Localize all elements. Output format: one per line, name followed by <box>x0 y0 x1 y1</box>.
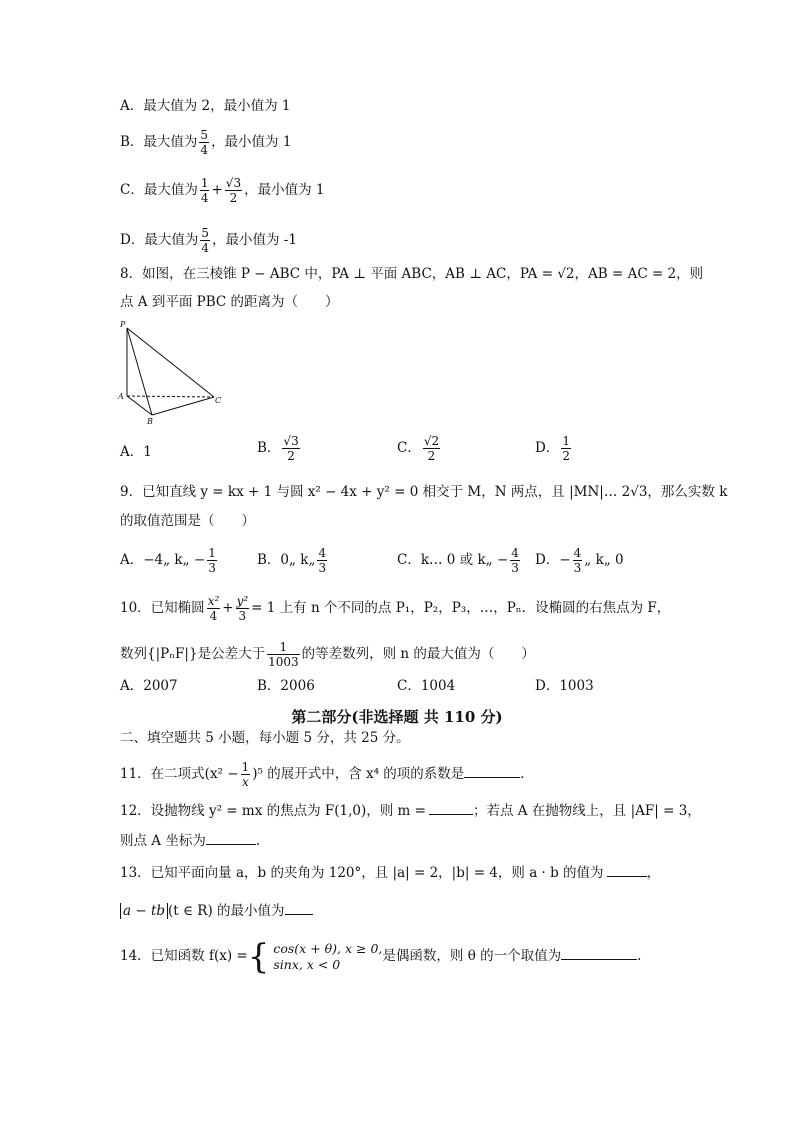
fraction <box>573 546 583 575</box>
denominator: 3 <box>238 609 247 623</box>
stem-text: 则点 A 坐标为 <box>120 833 206 849</box>
edge-pc <box>127 328 214 397</box>
fraction <box>225 176 242 205</box>
stem-text: 的等差数列，则 n 的最大值为（ ） <box>301 646 535 662</box>
label-b: B <box>147 417 153 426</box>
numerator: 1 <box>241 760 250 774</box>
q8-option-a: A．1 <box>120 444 152 460</box>
option-text: C．最大值为 <box>120 182 198 198</box>
numerator: 4 <box>318 546 327 560</box>
q10-stem-line1 <box>120 594 670 623</box>
q9-option-c <box>397 546 522 575</box>
q7-option-b <box>120 128 291 157</box>
option-text: A．−4„ k„ − <box>120 552 206 568</box>
q12-stem-line1 <box>120 800 701 821</box>
option-text: ，最小值为 1 <box>211 134 292 150</box>
stem-text: . <box>637 948 642 964</box>
q11-stem <box>120 760 534 789</box>
section-title: 第二部分(非选择题 共 110 分) <box>291 708 503 726</box>
q13-stem-line2 <box>120 900 313 921</box>
numerator: 5 <box>200 128 209 142</box>
answer-blank[interactable] <box>607 862 647 877</box>
fraction <box>510 546 520 575</box>
numerator: 5 <box>201 226 209 240</box>
edge-pb <box>127 328 152 415</box>
plus-sign: + <box>222 600 234 616</box>
denominator: 3 <box>318 561 327 575</box>
section-intro: 二、填空题共 5 小题，每小题 5 分，共 25 分。 <box>120 730 410 746</box>
stem-text: = 1 上有 n 个不同的点 P₁，P₂，P₃，…，Pₙ．设椭圆的右焦点为 F， <box>251 600 671 616</box>
numerator: √3 <box>225 176 242 190</box>
fraction <box>317 546 327 575</box>
q7-option-a <box>120 96 291 116</box>
piecewise-cases <box>273 941 382 973</box>
option-text: A．最大值为 2，最小值为 1 <box>120 98 291 114</box>
numerator: 4 <box>573 546 582 560</box>
stem-text: 数列{|PₙF|}是公差大于 <box>120 646 266 662</box>
denominator: 4 <box>201 241 209 255</box>
option-text: „ k„ 0 <box>584 552 624 568</box>
q7-option-c <box>120 176 324 205</box>
tetrahedron-figure <box>114 318 224 426</box>
numerator: y² <box>236 594 249 608</box>
option-text: B． <box>257 440 281 456</box>
denominator: x <box>242 775 249 789</box>
q8-stem-line1: 8．如图，在三棱锥 P − ABC 中，PA ⊥ 平面 ABC，AB ⊥ AC，PA = √2，AB = AC = 2，则 <box>120 266 704 282</box>
fraction <box>207 546 217 575</box>
numerator: 1 <box>562 434 570 448</box>
q8-option-c <box>397 434 442 463</box>
stem-text: 11．在二项式(x² − <box>120 766 239 782</box>
stem-text: 13．已知平面向量 a，b 的夹角为 120°，且 |a| = 2，|b| = 4，则 a · b 的值为 <box>120 865 604 881</box>
q10-stem-line2 <box>120 640 535 669</box>
case-1: cos(x + θ), x ≥ 0, <box>273 940 383 956</box>
label-a: A <box>118 392 124 401</box>
answer-blank[interactable] <box>206 830 256 845</box>
denominator: 2 <box>229 191 238 205</box>
q12-stem-line2 <box>120 830 260 851</box>
stem-text: 10．已知椭圆 <box>120 600 205 616</box>
q8-option-b <box>257 434 302 463</box>
q9-stem-line2: 的取值范围是（ ） <box>120 513 255 529</box>
edge-bc <box>152 397 214 415</box>
option-text: D．最大值为 <box>120 232 199 248</box>
option-text: B．最大值为 <box>120 134 198 150</box>
label-p: P <box>120 320 126 329</box>
q10-option-a: A．2007 <box>120 678 178 694</box>
q7-option-d <box>120 226 297 255</box>
edge-ac-dashed <box>127 396 214 397</box>
stem-text: ；若点 A 在抛物线上，且 |AF| = 3， <box>472 803 701 819</box>
denominator: 3 <box>511 561 519 575</box>
fraction <box>561 434 571 463</box>
denominator: 4 <box>200 143 209 157</box>
stem-text: (t ∈ R) 的最小值为 <box>168 903 285 919</box>
q8-stem-line2: 点 A 到平面 PBC 的距离为（ ） <box>120 294 339 310</box>
stem-text: ， <box>646 865 661 881</box>
stem-text: ． <box>520 766 534 782</box>
q9-stem-line1: 9．已知直线 y = kx + 1 与圆 x² − 4x + y² = 0 相交于 M，N 两点，且 |MN|… 2√3，那么实数 k <box>120 484 728 500</box>
denominator: 3 <box>208 561 216 575</box>
fraction <box>423 434 440 463</box>
label-c: C <box>215 396 222 405</box>
numerator: 4 <box>511 546 519 560</box>
numerator: 1 <box>208 546 216 560</box>
option-text: ，最小值为 1 <box>244 182 325 198</box>
stem-text: 14．已知函数 f(x) = <box>120 948 248 964</box>
stem-text: 12．设抛物线 y² = mx 的焦点为 F(1,0)，则 m = <box>120 803 426 819</box>
numerator: 1 <box>267 640 300 655</box>
numerator: √3 <box>283 434 299 448</box>
q9-option-a <box>120 546 219 575</box>
option-text: D．− <box>535 552 571 568</box>
answer-blank[interactable] <box>429 800 473 815</box>
fraction <box>200 176 210 205</box>
plus-sign: + <box>211 182 223 198</box>
fraction <box>267 640 300 669</box>
q10-option-b: B．2006 <box>257 678 315 694</box>
option-text: C． <box>397 440 421 456</box>
answer-blank[interactable] <box>561 945 637 960</box>
numerator: x² <box>207 594 220 608</box>
q14-stem <box>120 936 642 977</box>
answer-blank[interactable] <box>464 763 520 778</box>
case-2: sinx, x < 0 <box>273 956 341 972</box>
fraction <box>199 128 209 157</box>
denominator: 4 <box>209 609 218 623</box>
fraction <box>241 760 251 789</box>
fraction <box>207 594 221 623</box>
fraction <box>236 594 250 623</box>
answer-blank[interactable] <box>285 900 313 915</box>
option-text: C．k… 0 或 k„ − <box>397 552 509 568</box>
left-brace: { <box>247 936 270 977</box>
option-text: B．0„ k„ <box>257 552 316 568</box>
fraction <box>282 434 299 463</box>
fraction <box>200 226 210 255</box>
denominator: 2 <box>287 449 295 463</box>
q10-option-d: D．1003 <box>535 678 594 694</box>
numerator: √2 <box>423 434 440 448</box>
edge-ab <box>127 396 152 415</box>
option-text: ，最小值为 -1 <box>211 232 297 248</box>
q9-option-d <box>535 546 624 575</box>
stem-text: . <box>255 833 261 849</box>
q13-stem-line1 <box>120 862 660 883</box>
q8-option-d <box>535 434 573 463</box>
denominator: 2 <box>427 449 436 463</box>
denominator: 3 <box>573 561 582 575</box>
q10-option-c: C．1004 <box>397 678 456 694</box>
denominator: 2 <box>562 449 570 463</box>
numerator: 1 <box>200 176 209 190</box>
vector-abs: a − tb <box>120 903 168 919</box>
stem-text: 是偶函数，则 θ 的一个取值为 <box>382 948 562 964</box>
q9-option-b <box>257 546 329 575</box>
stem-text: )⁵ 的展开式中，含 x⁴ 的项的系数是 <box>252 766 465 782</box>
denominator: 1003 <box>268 655 299 669</box>
option-text: D． <box>535 440 560 456</box>
denominator: 4 <box>200 191 209 205</box>
